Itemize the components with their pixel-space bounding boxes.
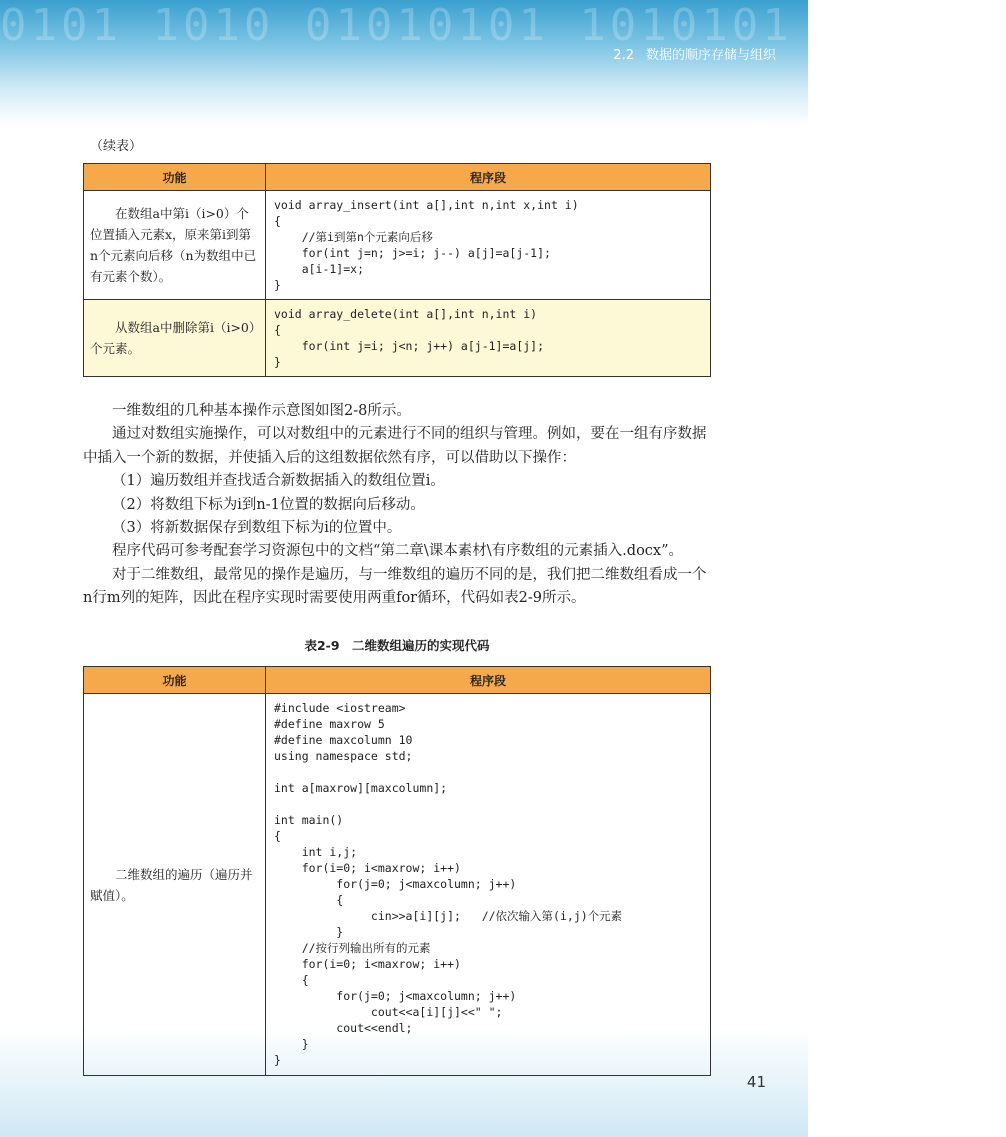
code-cell: void array_insert(int a[],int n,int x,int i) { //第i到第n个元素向后移 for(int j=n; j>=i; j--) a[j]=a[j-1]; a[i-1]=x; }	[266, 191, 711, 300]
function-cell: 在数组a中第i（i>0）个位置插入元素x，原来第i到第n个元素向后移（n为数组中已有元素个数）。	[84, 191, 266, 300]
code-cell: void array_delete(int a[],int n,int i) { for(int j=i; j<n; j++) a[j-1]=a[j]; }	[266, 300, 711, 377]
function-cell: 二维数组的遍历（遍历并赋值）。	[84, 694, 266, 1076]
table-row	[84, 694, 711, 1076]
list-item: （1）遍历数组并查找适合新数据插入的数组位置i。	[112, 473, 445, 490]
header-code: 程序段	[266, 667, 711, 694]
table-row	[84, 300, 711, 377]
section-title: 数据的顺序存储与组织	[645, 48, 776, 63]
code-cell: #include <iostream> #define maxrow 5 #define maxcolumn 10 using namespace std; int a[maxrow][maxcolumn]; int main() { int i,j; for(i=0; i<maxrow; i++) for(j=0; j<maxcolumn; j++) { cin>>a[i][j]; //依次输入第(i,j)个元素 } //按行列输出所有的元素 for(i=0; i<maxrow; i++) { for(j=0; j<maxcolumn; j++) cout<<a[i][j]<<" "; cout<<endl; } }	[266, 694, 711, 1076]
list-item: （2）将数组下标为i到n-1位置的数据向后移动。	[112, 496, 425, 513]
paragraph: 程序代码可参考配套学习资源包中的文档“第二章\课本素材\有序数组的元素插入.docx”。	[112, 543, 684, 560]
header-function: 功能	[84, 164, 266, 191]
paragraph: 对于二维数组，最常见的操作是遍历，与一维数组的遍历不同的是，我们把二维数组看成一个n行m列的矩阵，因此在程序实现时需要使用两重for循环，代码如表2-9所示。	[83, 566, 707, 607]
header-code: 程序段	[266, 164, 711, 191]
list-item: （3）将新数据保存到数组下标为i的位置中。	[112, 520, 402, 537]
section-heading	[613, 44, 776, 63]
table-header-row	[84, 164, 711, 191]
paragraph: 通过对数组实施操作，可以对数组中的元素进行不同的组织与管理。例如，要在一组有序数据中插入一个新的数据，并使插入后的这组数据依然有序，可以借助以下操作：	[83, 426, 707, 466]
header-function: 功能	[84, 667, 266, 694]
function-cell: 从数组a中删除第i（i>0）个元素。	[84, 300, 266, 377]
paragraph: 一维数组的几种基本操作示意图如图2-8所示。	[112, 403, 411, 419]
header-banner	[0, 0, 1006, 125]
page-number: 41	[746, 1073, 766, 1091]
function-table-continued	[83, 163, 711, 377]
table-row	[84, 191, 711, 300]
continued-label: （续表）	[90, 139, 143, 154]
section-number: 2.2	[613, 48, 634, 63]
body-text	[83, 400, 711, 611]
traversal-code-table	[83, 666, 711, 1076]
table-caption: 表2-9 二维数组遍历的实现代码	[304, 638, 490, 653]
binary-decoration: 0101 1010 01010101 1010101 010101	[0, 0, 1006, 51]
table-header-row	[84, 667, 711, 694]
